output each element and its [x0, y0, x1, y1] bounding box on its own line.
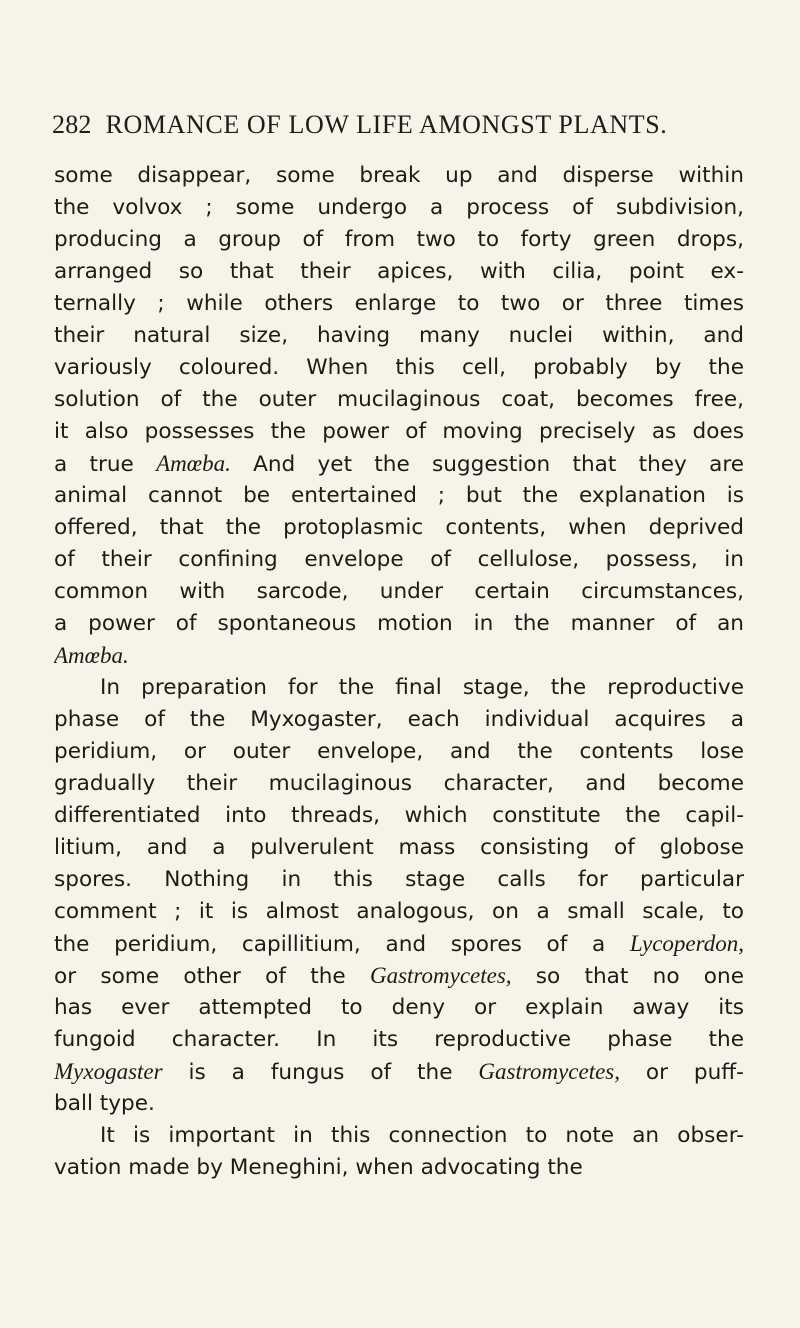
- text-run: the volvox ; some undergo a process of subdivision,: [54, 195, 744, 220]
- text-line: [54, 832, 744, 864]
- text-line: [54, 352, 744, 384]
- text-run: or puff-: [620, 1060, 744, 1085]
- text-run: differentiated into threads, which constitute the capil-: [54, 803, 744, 828]
- text-run: vation made by Meneghini, when advocating the: [54, 1155, 583, 1180]
- text-line: [54, 640, 744, 672]
- text-line: [54, 1056, 744, 1088]
- text-run: peridium, or outer envelope, and the contents lose: [54, 739, 744, 764]
- italic-term: Myxogaster: [54, 1059, 163, 1084]
- paragraph: [54, 1120, 744, 1184]
- text-line: [54, 448, 744, 480]
- text-line: [54, 416, 744, 448]
- text-line: [54, 672, 744, 704]
- text-line: [54, 512, 744, 544]
- text-line: [54, 224, 744, 256]
- text-run: of their confining envelope of cellulose, possess, in: [54, 547, 744, 572]
- text-run: And yet the suggestion that they are: [230, 452, 744, 477]
- text-line: [54, 736, 744, 768]
- text-run: spores. Nothing in this stage calls for particular: [54, 867, 744, 892]
- page-header: [52, 110, 742, 150]
- text-line: [54, 992, 744, 1024]
- text-line: [54, 320, 744, 352]
- text-run: their natural size, having many nuclei within, and: [54, 323, 744, 348]
- text-line: [54, 160, 744, 192]
- text-run: it also possesses the power of moving precisely as does: [54, 419, 744, 444]
- running-title: ROMANCE OF LOW LIFE AMONGST PLANTS.: [105, 110, 668, 139]
- text-run: litium, and a pulverulent mass consisting of globose: [54, 835, 744, 860]
- text-run: so that no one: [511, 964, 744, 989]
- text-run: or some other of the: [54, 964, 370, 989]
- text-run: variously coloured. When this cell, probably by the: [54, 355, 744, 380]
- text-line: [54, 544, 744, 576]
- text-line: [54, 1088, 744, 1120]
- text-line: [54, 608, 744, 640]
- text-line: [54, 288, 744, 320]
- text-line: [54, 1024, 744, 1056]
- text-run: fungoid character. In its reproductive phase the: [54, 1027, 744, 1052]
- text-line: [54, 576, 744, 608]
- text-run: a power of spontaneous motion in the manner of an: [54, 611, 744, 636]
- text-run: a true: [54, 452, 157, 477]
- text-line: [54, 800, 744, 832]
- text-line: [54, 960, 744, 992]
- text-run: phase of the Myxogaster, each individual acquires a: [54, 707, 744, 732]
- italic-term: Gastromycetes,: [369, 963, 512, 988]
- text-line: [54, 256, 744, 288]
- body-text: [54, 160, 744, 1184]
- text-run: common with sarcode, under certain circumstances,: [54, 579, 744, 604]
- text-run: comment ; it is almost analogous, on a small scale, to: [54, 899, 744, 924]
- text-line: [54, 864, 744, 896]
- text-line: [54, 192, 744, 224]
- text-run: offered, that the protoplasmic contents, when deprived: [54, 515, 744, 540]
- text-run: gradually their mucilaginous character, and become: [54, 771, 744, 796]
- paragraph: [54, 160, 744, 672]
- text-line: [54, 704, 744, 736]
- text-run: the peridium, capillitium, and spores of a: [54, 932, 630, 957]
- page-number: 282: [52, 110, 92, 139]
- text-run: arranged so that their apices, with cilia, point ex-: [54, 259, 744, 284]
- text-run: It is important in this connection to note an obser-: [100, 1123, 744, 1148]
- text-run: is a fungus of the: [162, 1060, 479, 1085]
- text-run: has ever attempted to deny or explain away its: [54, 995, 744, 1020]
- italic-term: Amœba.: [156, 451, 231, 476]
- text-line: [54, 384, 744, 416]
- paragraph: [54, 672, 744, 1120]
- text-line: [54, 896, 744, 928]
- text-run: some disappear, some break up and disperse within: [54, 163, 744, 188]
- text-run: ternally ; while others enlarge to two or three times: [54, 291, 744, 316]
- text-line: [54, 480, 744, 512]
- text-line: [54, 1152, 744, 1184]
- text-run: In preparation for the final stage, the reproductive: [100, 675, 744, 700]
- text-run: solution of the outer mucilaginous coat, becomes free,: [54, 387, 744, 412]
- text-run: producing a group of from two to forty green drops,: [54, 227, 744, 252]
- italic-term: Amœba.: [54, 643, 129, 668]
- text-run: animal cannot be entertained ; but the explanation is: [54, 483, 744, 508]
- italic-term: Lycoperdon,: [629, 931, 744, 956]
- text-run: ball type.: [54, 1091, 155, 1116]
- text-line: [54, 768, 744, 800]
- italic-term: Gastromycetes,: [478, 1059, 620, 1084]
- text-line: [54, 928, 744, 960]
- text-line: [54, 1120, 744, 1152]
